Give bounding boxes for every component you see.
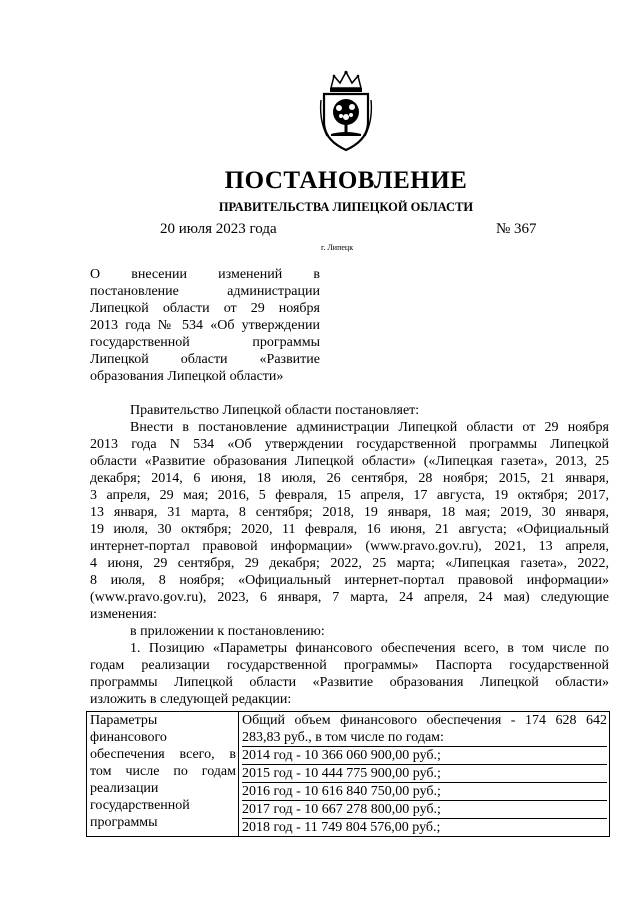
body-line: программы Липецкой области «Развитие образования Липецкой области» [90,675,609,690]
body-line: 4 июня, 29 сентября, 29 декабря; 2022, 25 марта; «Липецкая газета», 2022, [90,556,609,571]
body-line: области «Развитие образования Липецкой области» («Липецкая газета», 2013, 25 [90,454,609,469]
parameter-name-line: программы [90,815,158,830]
body-line: изменения: [90,607,157,622]
coat-of-arms-emblem [319,70,373,152]
document-city: г. Липецк [321,243,354,252]
parameter-name-line: финансового [90,730,167,745]
subject-line: О внесении изменений в [90,267,320,282]
body-line: Правительство Липецкой области постановляет: [130,403,420,418]
financing-parameters-table [86,711,610,837]
parameter-value-line: 2016 год - 10 616 840 750,00 руб.; [242,783,607,801]
parameter-name-line: Параметры [90,713,158,728]
subject-line: постановление администрации [90,284,320,299]
document-title: ПОСТАНОВЛЕНИЕ [224,167,468,194]
parameter-value-line: 2015 год - 10 444 775 900,00 руб.; [242,765,607,783]
subject-line: Липецкой области «Развитие [90,352,320,367]
parameter-value-line: 283,83 руб., в том числе по годам: [242,729,607,747]
body-line: годам реализации государственной программы» Паспорта государственной [90,658,609,673]
body-line: 8 июля, 8 ноября; «Официальный интернет-портал правовой информации» [90,573,609,588]
subject-line: Липецкой области от 29 ноября [90,301,320,316]
body-line: в приложении к постановлению: [130,624,325,639]
document-number: № 367 [496,221,537,237]
body-line: Внести в постановление администрации Липецкой области от 29 ноября [130,420,609,435]
parameter-value-line: 2018 год - 11 749 804 576,00 руб.; [242,820,441,835]
document-subject [90,266,320,385]
issuing-authority: ПРАВИТЕЛЬСТВА ЛИПЕЦКОЙ ОБЛАСТИ [218,200,474,214]
document-date: 20 июля 2023 года [160,221,277,237]
body-line: интернет-портал правовой информации» (www.pravo.gov.ru), 2021, 13 апреля, [90,539,609,554]
body-line: 1. Позицию «Параметры финансового обеспечения всего, в том числе по [130,641,609,656]
body-line: 13 января, 31 марта, 8 сентября; 2018, 19 января, 18 мая; 2019, 30 января, [90,505,609,520]
parameter-value-cell [239,712,610,837]
body-line: 3 апреля, 29 мая; 2016, 5 февраля, 15 апреля, 17 августа, 19 октября; 2017, [90,488,609,503]
subject-line: государственной программы [90,335,320,350]
body-line: изложить в следующей редакции: [90,692,292,707]
parameter-name-line: обеспечения всего, в [90,747,236,762]
body-line: 19 июля, 30 октября; 2020, 11 февраля, 16 июня, 21 августа; «Официальный [90,522,609,537]
parameter-name-line: государственной [90,798,190,813]
parameter-value-line: Общий объем финансового обеспечения - 174 628 642 [242,713,607,728]
body-line: (www.pravo.gov.ru), 2023, 6 января, 7 марта, 24 апреля, 24 мая) следующие [90,590,609,605]
document-body [90,402,609,708]
body-line: 2013 года N 534 «Об утверждении государственной программы Липецкой [90,437,609,452]
table-row [87,712,610,837]
parameter-name-cell [87,712,239,837]
subject-line: 2013 года № 534 «Об утверждении [90,318,320,333]
parameter-value-line: 2017 год - 10 667 278 800,00 руб.; [242,801,607,819]
subject-line: образования Липецкой области» [90,369,284,384]
parameter-value-line: 2014 год - 10 366 060 900,00 руб.; [242,747,607,765]
parameter-name-line: том числе по годам [90,764,236,779]
parameter-name-line: реализации [90,781,159,796]
body-line: декабря; 2014, 6 июня, 18 июля, 26 сентября, 28 ноября; 2015, 21 января, [90,471,609,486]
